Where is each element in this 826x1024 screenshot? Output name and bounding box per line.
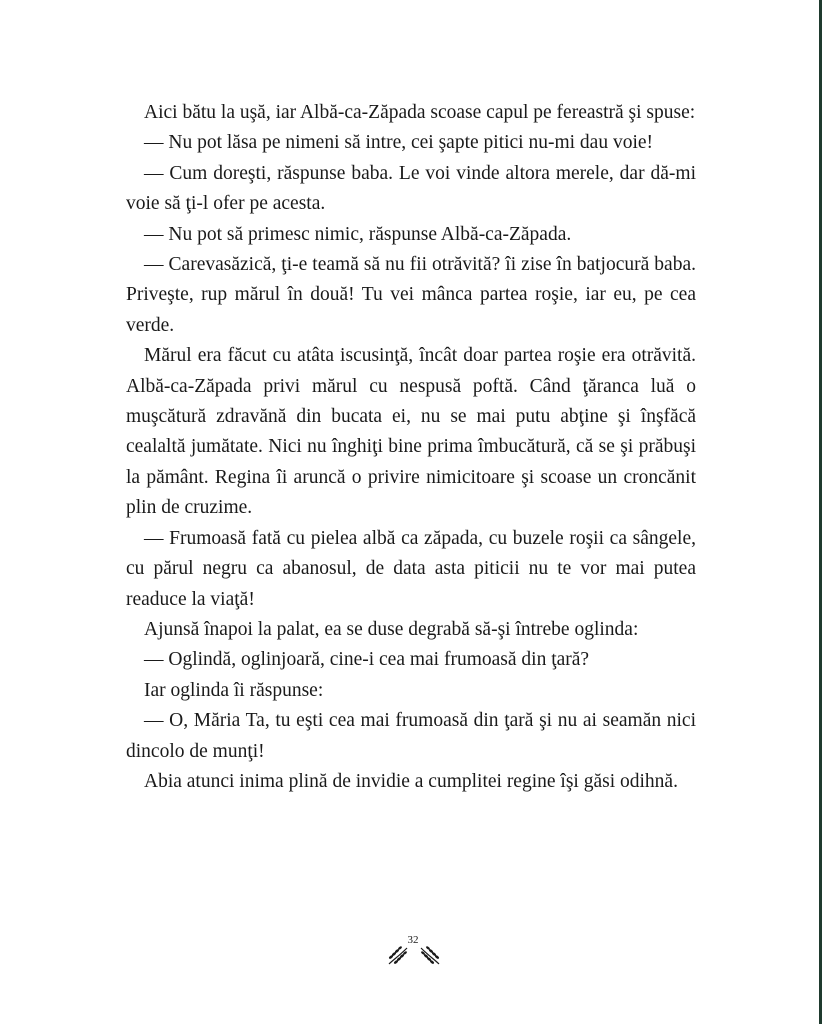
paragraph: Ajunsă înapoi la palat, ea se duse degrabă să-şi întrebe oglinda: — [144, 618, 639, 640]
page-number: 32 — [407, 934, 419, 946]
paragraph: Mărul era făcut cu atâta iscusinţă, încât doar partea roşie era otrăvită. Albă-ca-Zăpada privi mărul cu nespusă poftă. Când ţăranca luă o muşcătură zdravănă din bucata ei, nu se mai putu abţine şi înşfăcă cealaltă jumătate. Nici nu înghiţi bine prima îmbucătură, că se şi prăbuşi la pământ. Regina îi aruncă o privire nimicitoare şi scoase un croncănit plin de cruzime. — [126, 345, 696, 519]
page-footer — [383, 934, 443, 970]
leaf-ornament-icon — [385, 942, 411, 968]
paragraph: — Cum doreşti, răspunse baba. Le voi vinde altora merele, dar dă-mi voie să ţi-l ofer pe acesta. — [126, 162, 696, 215]
paragraph: — Nu pot lăsa pe nimeni să intre, cei şapte pitici nu-mi dau voie! — [144, 132, 654, 154]
paragraph: — O, Măria Ta, tu eşti cea mai frumoasă din ţară şi nu ai seamăn nici dincolo de munţi! — [126, 710, 696, 762]
story-text — [126, 98, 696, 797]
paragraph: — Frumoasă fată cu pielea albă ca zăpada, cu buzele roşii ca sângele, cu părul negru ca abanosul, de data asta piticii nu te vor mai putea readuce la viaţă! — [126, 527, 696, 610]
leaf-ornament-icon — [417, 942, 443, 968]
paragraph: Aici bătu la uşă, iar Albă-ca-Zăpada scoase capul pe fereastră şi spuse: — [144, 102, 696, 123]
page-edge-line — [819, 0, 822, 1024]
paragraph: — Oglindă, oglinjoară, cine-i cea mai frumoasă din ţară? — [144, 649, 590, 671]
paragraph: — Carevasăzică, ţi-e teamă să nu fii otrăvită? îi zise în batjocură baba. Priveşte, rup mărul în două! Tu vei mânca partea roşie, iar eu, pe cea verde. — [126, 254, 696, 336]
paragraph: Abia atunci inima plină de invidie a cumplitei regine îşi găsi odihnă. — [144, 770, 678, 792]
paragraph: Iar oglinda îi răspunse: — [144, 679, 324, 701]
paragraph: — Nu pot să primesc nimic, răspunse Albă-ca-Zăpada. — [144, 223, 572, 245]
